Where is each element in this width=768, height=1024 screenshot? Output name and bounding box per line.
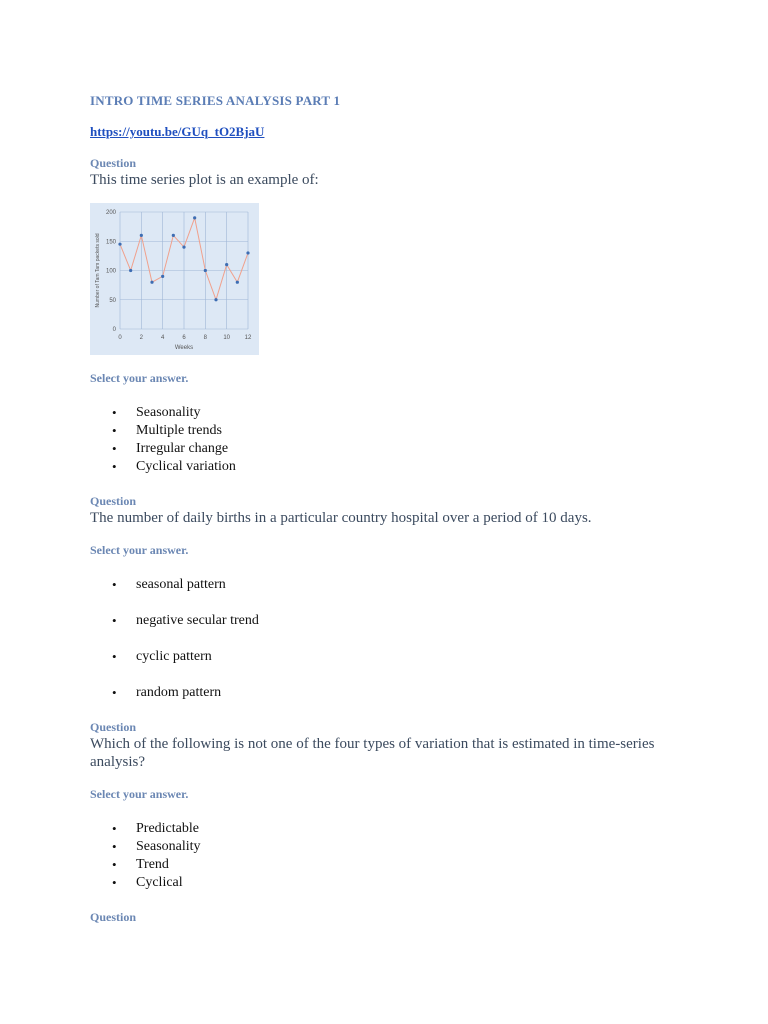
option-predictable[interactable]: • Predictable [112, 820, 201, 838]
y-tick-label: 0 [112, 327, 116, 333]
data-point [182, 246, 185, 249]
question-3-options [112, 820, 201, 892]
question-2-text: The number of daily births in a particular country hospital over a period of 10 days. [90, 510, 592, 526]
option-random-pattern[interactable]: • random pattern [112, 684, 259, 702]
option-cyclic-pattern[interactable]: • cyclic pattern [112, 648, 259, 666]
option-negative-secular-trend[interactable]: • negative secular trend [112, 612, 259, 630]
y-axis-label: Number of Tam Tam packets sold [95, 233, 101, 308]
time-series-chart [90, 203, 259, 355]
data-point [193, 216, 196, 219]
option-seasonality[interactable]: • Seasonality [112, 838, 201, 856]
option-trend[interactable]: • Trend [112, 856, 201, 874]
data-point [246, 251, 249, 254]
document-title: INTRO TIME SERIES ANALYSIS PART 1 [90, 93, 341, 108]
data-point [118, 243, 121, 246]
question-2-select-label: Select your answer. [90, 543, 189, 557]
x-tick-label: 2 [139, 335, 144, 341]
x-tick-label: 6 [182, 335, 186, 341]
data-point [150, 281, 153, 284]
y-tick-label: 50 [109, 297, 116, 304]
question-3-select-label: Select your answer. [90, 787, 189, 801]
option-seasonal-pattern[interactable]: • seasonal pattern [112, 576, 259, 594]
chart-svg [90, 203, 259, 355]
data-point [236, 281, 239, 284]
x-tick-label: 8 [203, 335, 208, 341]
data-point [204, 269, 207, 272]
question-2-label: Question [90, 494, 137, 508]
x-tick-label: 4 [160, 335, 165, 341]
question-4-label: Question [90, 910, 137, 924]
y-tick-label: 150 [105, 239, 116, 246]
option-multiple-trends[interactable]: • Multiple trends [112, 422, 236, 440]
y-tick-label: 200 [105, 210, 116, 216]
x-tick-label: 12 [244, 335, 252, 341]
option-seasonality[interactable]: • Seasonality [112, 404, 236, 422]
option-irregular-change[interactable]: • Irregular change [112, 440, 236, 458]
data-point [172, 234, 175, 237]
question-1-options [112, 404, 236, 476]
video-link[interactable]: https://youtu.be/GUq_tO2BjaU [90, 124, 265, 139]
data-point [225, 263, 228, 266]
question-1-select-label: Select your answer. [90, 371, 189, 385]
x-tick-label: 0 [118, 335, 122, 341]
data-point [140, 234, 143, 237]
question-2-options [112, 576, 259, 720]
y-tick-label: 100 [105, 268, 116, 275]
question-1-label: Question [90, 156, 137, 170]
x-axis-label: Weeks [174, 345, 194, 351]
option-cyclical[interactable]: • Cyclical [112, 874, 201, 892]
data-point [161, 275, 164, 278]
x-tick-label: 10 [223, 335, 231, 341]
question-3-text: Which of the following is not one of the four types of variation that is estimated in time-series analysis? [90, 736, 655, 770]
question-3-label: Question [90, 720, 137, 734]
data-point [129, 269, 132, 272]
data-point [214, 298, 217, 301]
question-1-text: This time series plot is an example of: [90, 172, 319, 188]
option-cyclical-variation[interactable]: • Cyclical variation [112, 458, 236, 476]
